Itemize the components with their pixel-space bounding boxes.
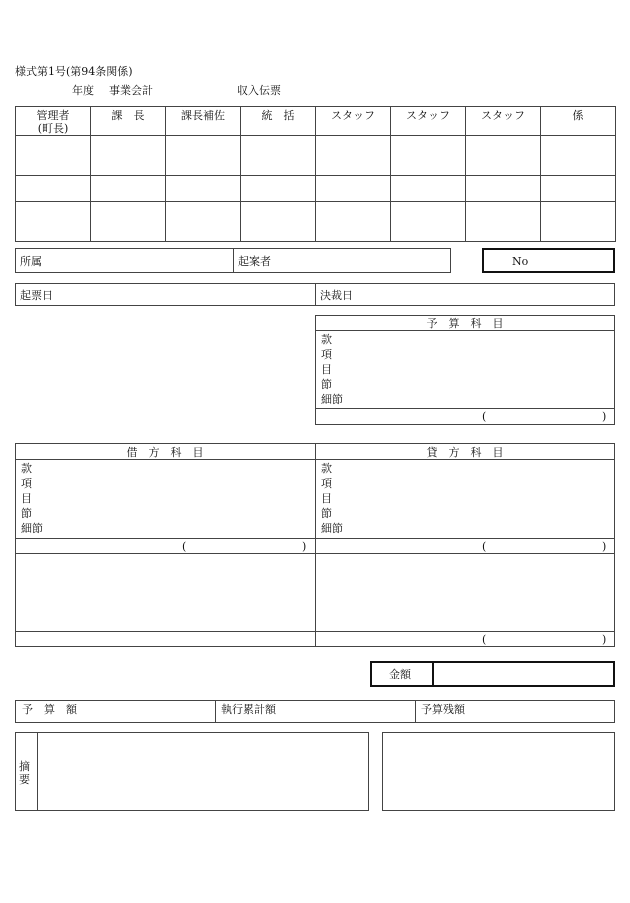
amount-input[interactable] [435, 664, 612, 684]
paren-open: ( [482, 540, 487, 553]
approval-header-cell [391, 107, 466, 136]
affiliation-label: 所属 [20, 255, 42, 268]
approval-stamp-row [16, 176, 616, 202]
approval-col-label: 課 長 [111, 109, 145, 122]
item-label: 目 [321, 363, 332, 376]
approval-table [15, 106, 616, 242]
divider [315, 408, 615, 409]
stamp-cell[interactable] [541, 176, 616, 202]
approval-col-sublabel: (町長) [37, 121, 69, 135]
approval-header-cell [316, 107, 391, 136]
executed-total-label: 執行累計額 [221, 703, 276, 716]
paren-open: ( [482, 410, 487, 423]
accounting-label: 事業会計 [109, 84, 153, 97]
document-title: 収入伝票 [237, 84, 281, 97]
budget-amount-label: 予 算 額 [22, 703, 77, 716]
paren-close: ) [602, 410, 607, 423]
approval-header-row [16, 107, 616, 136]
paren-close: ) [302, 540, 307, 553]
divider [315, 283, 316, 306]
number-label: No [512, 255, 529, 268]
stamp-cell[interactable] [91, 202, 166, 242]
item-label: 節 [21, 507, 32, 520]
stamp-cell[interactable] [541, 136, 616, 176]
approval-header-cell [466, 107, 541, 136]
fiscal-year-label: 年度 [72, 84, 94, 97]
form-id: 様式第1号(第94条関係) [15, 65, 133, 78]
debit-items [21, 461, 43, 536]
stamp-cell[interactable] [316, 202, 391, 242]
approval-header-cell [241, 107, 316, 136]
issue-date-label: 起票日 [20, 289, 53, 302]
stamp-cell[interactable] [391, 202, 466, 242]
divider [315, 330, 615, 331]
divider [15, 553, 615, 554]
item-label: 項 [21, 477, 32, 490]
approval-col-label: スタッフ [331, 109, 375, 122]
stamp-cell[interactable] [91, 136, 166, 176]
item-label: 細節 [21, 522, 43, 535]
credit-items [321, 461, 343, 536]
divider [432, 661, 434, 687]
item-label: 目 [21, 492, 32, 505]
totals-box [15, 700, 615, 723]
drafter-label: 起案者 [238, 255, 271, 268]
stamp-cell[interactable] [16, 176, 91, 202]
stamp-cell[interactable] [16, 202, 91, 242]
item-label: 細節 [321, 522, 343, 535]
item-label: 節 [321, 378, 332, 391]
budget-subject-title: 予 算 科 目 [426, 317, 504, 330]
stamp-cell[interactable] [166, 202, 241, 242]
credit-title: 貸 方 科 目 [426, 446, 504, 459]
divider [315, 443, 316, 647]
approval-stamp-row [16, 202, 616, 242]
stamp-cell[interactable] [391, 136, 466, 176]
divider [15, 631, 615, 632]
item-label: 項 [321, 348, 332, 361]
stamp-cell[interactable] [316, 176, 391, 202]
notes-box[interactable] [382, 732, 615, 811]
stamp-cell[interactable] [466, 136, 541, 176]
stamp-cell[interactable] [541, 202, 616, 242]
divider [233, 248, 234, 273]
stamp-cell[interactable] [166, 176, 241, 202]
summary-label: 要 [19, 773, 30, 786]
stamp-cell[interactable] [316, 136, 391, 176]
approval-col-label: 課長補佐 [181, 109, 225, 122]
summary-input[interactable] [39, 734, 367, 809]
item-label: 項 [321, 477, 332, 490]
approval-col-label: 係 [572, 109, 584, 122]
approval-col-label: 管理者 [36, 109, 70, 122]
approval-col-label: 統 括 [261, 109, 295, 122]
approval-header-cell [166, 107, 241, 136]
item-label: 款 [321, 462, 332, 475]
stamp-cell[interactable] [391, 176, 466, 202]
debit-title: 借 方 科 目 [126, 446, 204, 459]
item-label: 款 [321, 333, 332, 346]
item-label: 細節 [321, 393, 343, 406]
paren-open: ( [182, 540, 187, 553]
approval-header-cell [91, 107, 166, 136]
stamp-cell[interactable] [466, 202, 541, 242]
budget-subject-items [321, 332, 343, 407]
stamp-cell[interactable] [91, 176, 166, 202]
divider [15, 538, 615, 539]
divider [37, 732, 38, 811]
approval-col-label: スタッフ [481, 109, 525, 122]
summary-label: 摘 [19, 760, 30, 773]
stamp-cell[interactable] [466, 176, 541, 202]
stamp-cell[interactable] [241, 136, 316, 176]
decision-date-label: 決裁日 [320, 289, 353, 302]
stamp-cell[interactable] [241, 202, 316, 242]
divider [15, 459, 615, 460]
amount-label: 金額 [389, 668, 411, 681]
stamp-cell[interactable] [16, 136, 91, 176]
approval-stamp-row [16, 136, 616, 176]
item-label: 款 [21, 462, 32, 475]
paren-close: ) [602, 540, 607, 553]
stamp-cell[interactable] [166, 136, 241, 176]
stamp-cell[interactable] [241, 176, 316, 202]
number-box[interactable] [482, 248, 615, 273]
item-label: 目 [321, 492, 332, 505]
paren-close: ) [602, 633, 607, 646]
approval-header-cell [16, 107, 91, 136]
approval-col-label: スタッフ [406, 109, 450, 122]
approval-header-cell [541, 107, 616, 136]
remaining-budget-label: 予算残額 [421, 703, 465, 716]
paren-open: ( [482, 633, 487, 646]
divider [215, 700, 216, 723]
divider [415, 700, 416, 723]
item-label: 節 [321, 507, 332, 520]
